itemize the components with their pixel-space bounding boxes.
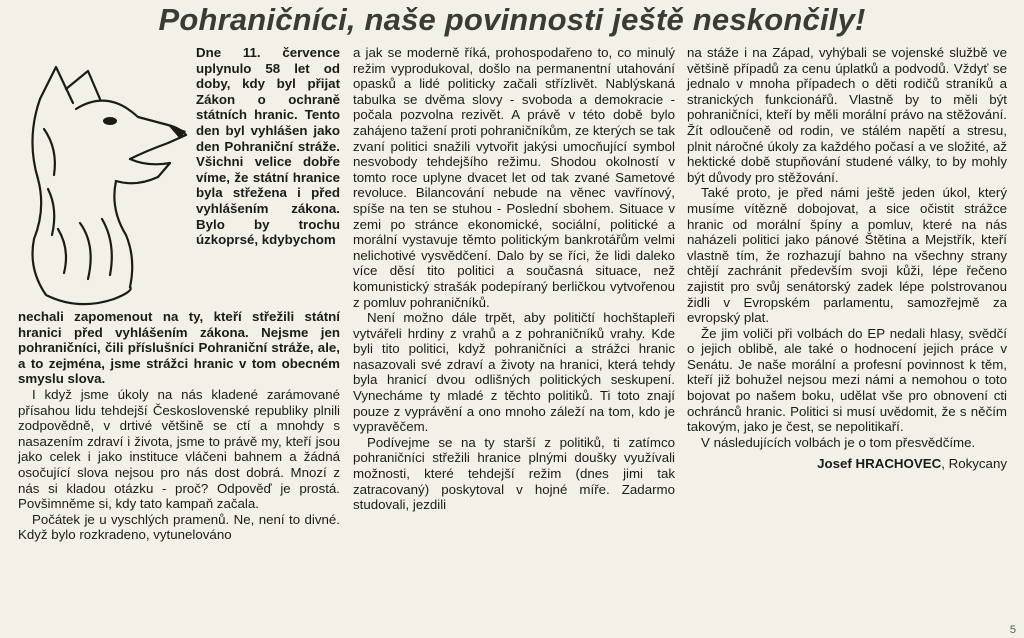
author-signature [687, 456, 1007, 472]
paragraph: a jak se moderně říká, prohospodařeno to, co minulý režim vyprodukoval, došlo na permanentní utahování opasků a lidé politicky začali střízlivět. Nablýskaná tabulka se dvěma slovy - svoboda a demokracie - počala pozvolna rezivět. A právě v této době bylo zahájeno tažení proti pohraničníkům, ze kterých se tak zvaní politici snažili vytvořit jakýsi umocňující symbol nesvobody tehdejšího režimu. Shodou okolností v tomto roce uplyne dvacet let od tak zvané Sametové revoluce. Bilancování nebude na věnec vavřínový, spíše na ten se stuhou - Poslední sbohem. Situace v zemi po stránce ekonomické, sociální, politické a morální vystavuje těmto politickým bankrotářům velmi nelichotivé vysvědčení. Dalo by se říci, že lidi daleko více děsí tito politici a současná situace, než komunistický strašák podepíraný berličkou vytvořenou z pomluv pohraničníků. [353, 45, 675, 310]
paragraph: Také proto, je před námi ještě jeden úkol, který musíme vítězně dobojovat, a sice očistit strážce hranic od morální špíny a pomluv, které na nás naházeli politici jako pánové Štětina a Mejstřík, kteří vlastně tím, že rozhazují bahno na všechny strany chtějí zachránit především svoji kůži, lépe řečeno zajistit pro svůj senátorský zadek lépe polstrovanou židli v Evropském parlamentu, samozřejmě za evropský plat. [687, 185, 1007, 326]
paragraph: na stáže i na Západ, vyhýbali se vojenské službě ve většině případů za cenu úplatků a podvodů. Vždyť se jednalo v mnoha případech o děti rodičů straníků a stranických funkcionářů. Vlastně by to měli být pohraničníci, kteří by měli morální právo na stěžování. Žít odloučeně od rodin, ve stálém napětí a stresu, plnit náročné úkoly za každého počasí a ve složité, až hektické době stupňování studené války, to by mohly být důvody pro stěžování. [687, 45, 1007, 185]
paragraph: I když jsme úkoly na nás kladené zarámované přísahou lidu tehdejší Československé republiky plnili zodpovědně, v drtivé většině se ctí a mnohdy s nasazením zdraví i života, jsme to právě my, kteří jsou jako celek i jako instituce vláčeni bahnem a žádná osočující slova nejsou pro nás dost dobrá. Mnozí z nás si kladou otázku - proč? Odpověď je prostá. Povšimněme si, kdy tato kampaň začala. [18, 386, 340, 512]
paragraph: Není možno dále trpět, aby političtí hochštaplеři vytvářeli hrdiny z vrahů a z pohraničníků vrahy. Kde byli tito politici, když pohraničníci a strážci hranic nasazovali své zdraví a životy na hranici, která tehdy byla hranicí dvou odlišných politických seskupení. Vynechámе ty mladé z těchto politiků. Ti toto znají pouze z vyprávění a ono mnoho záleží na tom, kdo je vypravěčem. [353, 310, 675, 435]
author-place: , Rokycany [941, 456, 1007, 472]
column-1 [18, 45, 340, 543]
lead-block [18, 45, 340, 309]
column-2 [353, 45, 675, 513]
paragraph: Počátek je u vyschlých pramenů. Ne, není to divné. Když bylo rozkradeno, vytunelováno [18, 511, 340, 543]
column-3 [687, 45, 1007, 472]
author-name: Josef HRACHOVEC [817, 456, 942, 472]
paragraph: V následujících volbách je o tom přesvědčíme. [701, 434, 976, 450]
lead-paragraph: Dne 11. července uplynulo 58 let od doby, kdy byl přijat Zákon o ochraně státních hranic. Tento den byl vyhlášen jako den Pohraniční stráže. Všichni velice dobře víme, že státní hranice byla střežena i před vyhlášením zákona. Bylo by trochu úzkoprsé, kdybychom [196, 45, 340, 248]
lead-paragraph-continued: nechali zapomenout na ty, kteří střežili státní hranici před vyhlášením zákona. Nejsme jen pohraničníci, čili příslušníci Pohraniční stráže, ale, a to zejména, jsme strážci hranic v tom obecném smyslu slova. [18, 309, 340, 387]
wolf-head-illustration [18, 59, 190, 309]
paragraph: Podívejme se na ty starší z politiků, ti zatímco pohraničníci střežili hranice plnými doušky využívali možnosti, které tehdejší režim (dnes jimi tak zatracovaný) poskytoval v hojné míře. Zadarmo studovali, jezdili [353, 434, 675, 513]
paragraph: Že jim voliči při volbách do EP nedali hlasy, svědčí o jejich oblibě, ale také o hodnocení jejich práce v Senátu. Je naše morální a profesní povinnost k těm, kteří již bohužel nejsou mezi námi a nemohou o toto bojovat po našem boku, udělat vše pro obnovení cti ochránců hranic. Politici si musí uvědomit, že s něčím takovým, jako je čest, se nepolitikaří. [687, 325, 1007, 435]
page-number: 5 [1009, 624, 1016, 636]
article-headline: Pohraničníci, naše povinnosti ještě neskončily! [158, 2, 866, 37]
